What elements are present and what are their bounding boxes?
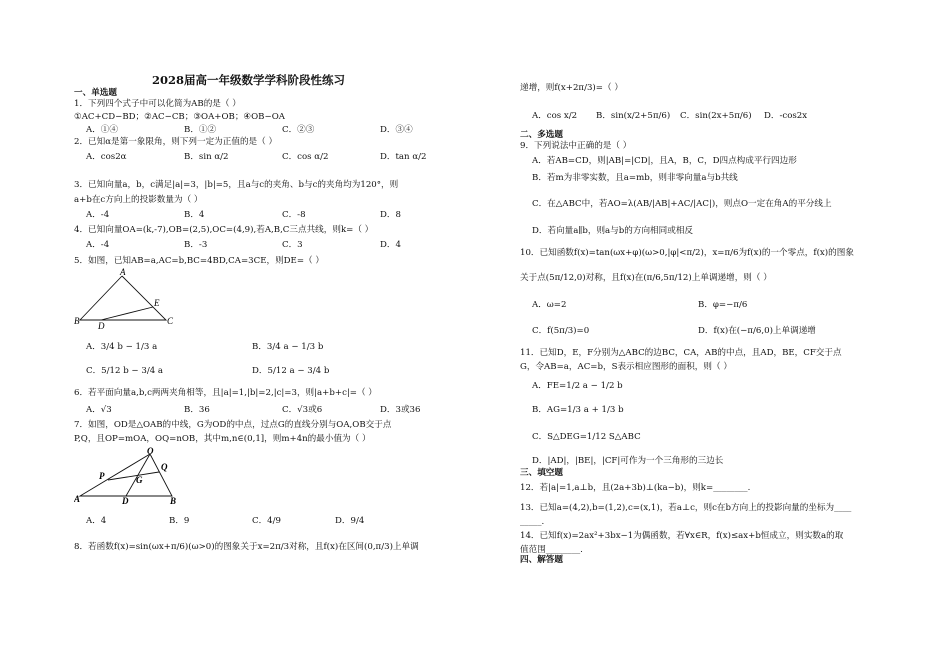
q3-option-a: A．-4 bbox=[86, 210, 110, 220]
q6-options bbox=[86, 405, 478, 416]
q9-option-a: A．若AB=CD，则|AB|=|CD|，且A，B，C，D四点构成平行四边形 bbox=[532, 156, 797, 166]
q7-label-b: B bbox=[170, 496, 177, 506]
q7-stem: 7．如图，OD是△OAB的中线，G为OD的中点，过点G的直线分别与OA,OB交于点 bbox=[74, 420, 392, 430]
q5-label-d: D bbox=[98, 321, 105, 330]
q5-label-a: A bbox=[120, 268, 126, 277]
q3-stem-2: a+b在c方向上的投影数量为（ ） bbox=[74, 195, 203, 205]
q3-option-c: C．-8 bbox=[282, 210, 306, 220]
section-fill-in: 三、填空题 bbox=[520, 468, 563, 478]
page-title: 2028届高一年级数学学科阶段性练习 bbox=[152, 73, 346, 87]
q11-option-b: B．AG=1/3 a + 1/3 b bbox=[532, 405, 624, 415]
q7-label-a: A bbox=[74, 494, 81, 504]
q11-stem: 11．已知D，E，F分别为△ABC的边BC，CA，AB的中点，且AD，BE，CF交于点 bbox=[520, 348, 842, 358]
q5-option-a: A．3/4 b − 1/3 a bbox=[86, 342, 158, 352]
q1-options bbox=[86, 125, 478, 136]
section-single-choice: 一、单选题 bbox=[74, 88, 117, 98]
q4-option-b: B．-3 bbox=[184, 240, 208, 250]
q3-option-b: B．4 bbox=[184, 210, 205, 220]
q8-option-a: A．cos x/2 bbox=[532, 111, 578, 121]
q5-triangle-figure bbox=[74, 268, 174, 330]
q9-option-c: C．在△ABC中，若AO=λ(AB/|AB|+AC/|AC|)，则点O一定在角A的平分线上 bbox=[532, 199, 832, 209]
q8-option-b: B．sin(x/2+5π/6) bbox=[596, 111, 671, 121]
q9-option-d: D．若向量a∥b，则a与b的方向相同或相反 bbox=[532, 226, 694, 236]
q10-option-d: D．f(x)在(−π/6,0)上单调递增 bbox=[698, 326, 816, 336]
q5-label-c: C bbox=[167, 316, 174, 326]
q11-option-c: C．S△DEG=1/12 S△ABC bbox=[532, 432, 641, 442]
q3-option-d: D．8 bbox=[380, 210, 401, 220]
q1-option-a: A．①④ bbox=[86, 125, 118, 135]
section-answer: 四、解答题 bbox=[520, 555, 563, 565]
q4-options bbox=[86, 240, 478, 251]
q13-text: 13．已知a=(4,2),b=(1,2),c=(x,1)，若a⊥c，则c在b方向上的投影向量的坐标为____ bbox=[520, 503, 852, 513]
q8-options bbox=[532, 111, 834, 122]
q2-option-b: B．sin α/2 bbox=[184, 152, 229, 162]
q1-stem: 1．下列四个式子中可以化简为AB的是（ ） bbox=[74, 99, 241, 109]
q11-option-d: D．|AD|，|BE|，|CF|可作为一个三角形的三边长 bbox=[532, 456, 724, 466]
q4-option-a: A．-4 bbox=[86, 240, 110, 250]
q5-options-row2 bbox=[86, 366, 418, 377]
q7-label-g: G bbox=[136, 475, 143, 485]
q5-label-e: E bbox=[154, 298, 160, 308]
q7-option-d: D．9/4 bbox=[335, 516, 365, 526]
q7-label-d: D bbox=[122, 496, 129, 506]
q7-stem-2: P,Q，且OP=mOA，OQ=nOB，其中m,n∈(0,1]，则m+4n的最小值为（ ） bbox=[74, 434, 371, 444]
q6-option-b: B．36 bbox=[184, 405, 210, 415]
q1-list: ①AC+CD−BD；②AC−CB；③OA+OB；④OB−OA bbox=[74, 112, 285, 122]
q7-triangle-figure bbox=[74, 446, 184, 506]
q8-option-d: D．-cos2x bbox=[764, 111, 808, 121]
q11-stem-2: G，令AB=a，AC=b，S表示相应图形的面积，则（ ） bbox=[520, 362, 732, 372]
q5-option-c: C．5/12 b − 3/4 a bbox=[86, 366, 164, 376]
q10-stem-2: 关于点(5π/12,0)对称，且f(x)在(π/6,5π/12)上单调递增，则（ ） bbox=[520, 273, 772, 283]
q11-option-a: A．FE=1/2 a − 1/2 b bbox=[532, 381, 623, 391]
q5-options-row1 bbox=[86, 342, 418, 353]
q7-triangle-outline bbox=[80, 454, 172, 496]
q10-options-row2 bbox=[532, 326, 864, 337]
q6-option-d: D．3或36 bbox=[380, 405, 421, 415]
q12-text: 12．若|a|=1,a⊥b，且(2a+3b)⊥(ka−b)，则k=________. bbox=[520, 483, 751, 493]
q10-stem: 10．已知函数f(x)=tan(ωx+φ)(ω>0,|φ|<π/2)，x=π/6为f(x)的一个零点，f(x)的图象 bbox=[520, 248, 854, 258]
q6-stem: 6．若平面向量a,b,c两两夹角相等，且|a|=1,|b|=2,|c|=3，则|a+b+c|=（ ） bbox=[74, 388, 377, 398]
q7-label-q: Q bbox=[161, 462, 168, 472]
q5-label-b: B bbox=[74, 316, 80, 326]
q5-stem: 5．如图，已知AB=a,AC=b,BC=4BD,CA=3CE，则DE=（ ） bbox=[74, 256, 324, 266]
q9-option-b: B．若m为非零实数，且a=mb，则非零向量a与b共线 bbox=[532, 173, 738, 183]
q14-text: 14．已知f(x)=2ax²+3bx−1为偶函数，若∀x∈R，f(x)≤ax+b恒成立，则实数a的取 bbox=[520, 531, 844, 541]
q1-option-b: B．①② bbox=[184, 125, 217, 135]
q7-label-p: P bbox=[99, 471, 105, 481]
q3-options bbox=[86, 210, 478, 221]
q8-stem-2: 递增，则f(x+2π/3)=（ ） bbox=[520, 83, 623, 93]
q7-option-c: C．4/9 bbox=[252, 516, 281, 526]
q2-option-a: A．cos2α bbox=[86, 152, 127, 162]
q10-option-a: A．ω=2 bbox=[532, 300, 567, 310]
q5-option-d: D．5/12 a − 3/4 b bbox=[252, 366, 330, 376]
q7-label-o: O bbox=[147, 446, 154, 456]
q3-stem: 3．已知向量a，b，c满足|a|=3，|b|=5，且a与c的夹角、b与c的夹角均为120°，则 bbox=[74, 180, 399, 190]
q6-option-a: A．√3 bbox=[86, 405, 112, 415]
q2-options bbox=[86, 152, 478, 163]
q1-option-c: C．②③ bbox=[282, 125, 315, 135]
q10-option-c: C．f(5π/3)=0 bbox=[532, 326, 590, 336]
q8-stem: 8．若函数f(x)=sin(ωx+π/6)(ω>0)的图象关于x=2π/3对称，且f(x)在区间(0,π/3)上单调 bbox=[74, 542, 419, 552]
q5-segment-de bbox=[101, 307, 153, 320]
q9-stem: 9．下列说法中正确的是（ ） bbox=[520, 141, 632, 151]
q6-option-c: C．√3或6 bbox=[282, 405, 323, 415]
q10-options-row1 bbox=[532, 300, 864, 311]
q10-option-b: B．φ=−π/6 bbox=[698, 300, 748, 310]
q2-stem: 2．已知α是第一象限角，则下列一定为正值的是（ ） bbox=[74, 137, 278, 147]
section-multiple-choice: 二、多选题 bbox=[520, 130, 563, 140]
q13-blank: _____. bbox=[520, 517, 545, 527]
q4-option-d: D．4 bbox=[380, 240, 401, 250]
q8-option-c: C．sin(2x+5π/6) bbox=[680, 111, 752, 121]
q2-option-c: C．cos α/2 bbox=[282, 152, 329, 162]
q7-option-b: B．9 bbox=[169, 516, 190, 526]
q7-option-a: A．4 bbox=[86, 516, 107, 526]
q5-option-b: B．3/4 a − 1/3 b bbox=[252, 342, 324, 352]
q7-line-pq bbox=[108, 472, 159, 480]
q2-option-d: D．tan α/2 bbox=[380, 152, 427, 162]
q4-stem: 4．已知向量OA=(k,-7),OB=(2,5),OC=(4,9),若A,B,C三点共线，则k=（ ） bbox=[74, 225, 374, 235]
q7-options bbox=[86, 516, 418, 527]
q1-option-d: D．③④ bbox=[380, 125, 413, 135]
q14-text-2: 值范围________. bbox=[520, 545, 583, 555]
q4-option-c: C．3 bbox=[282, 240, 303, 250]
